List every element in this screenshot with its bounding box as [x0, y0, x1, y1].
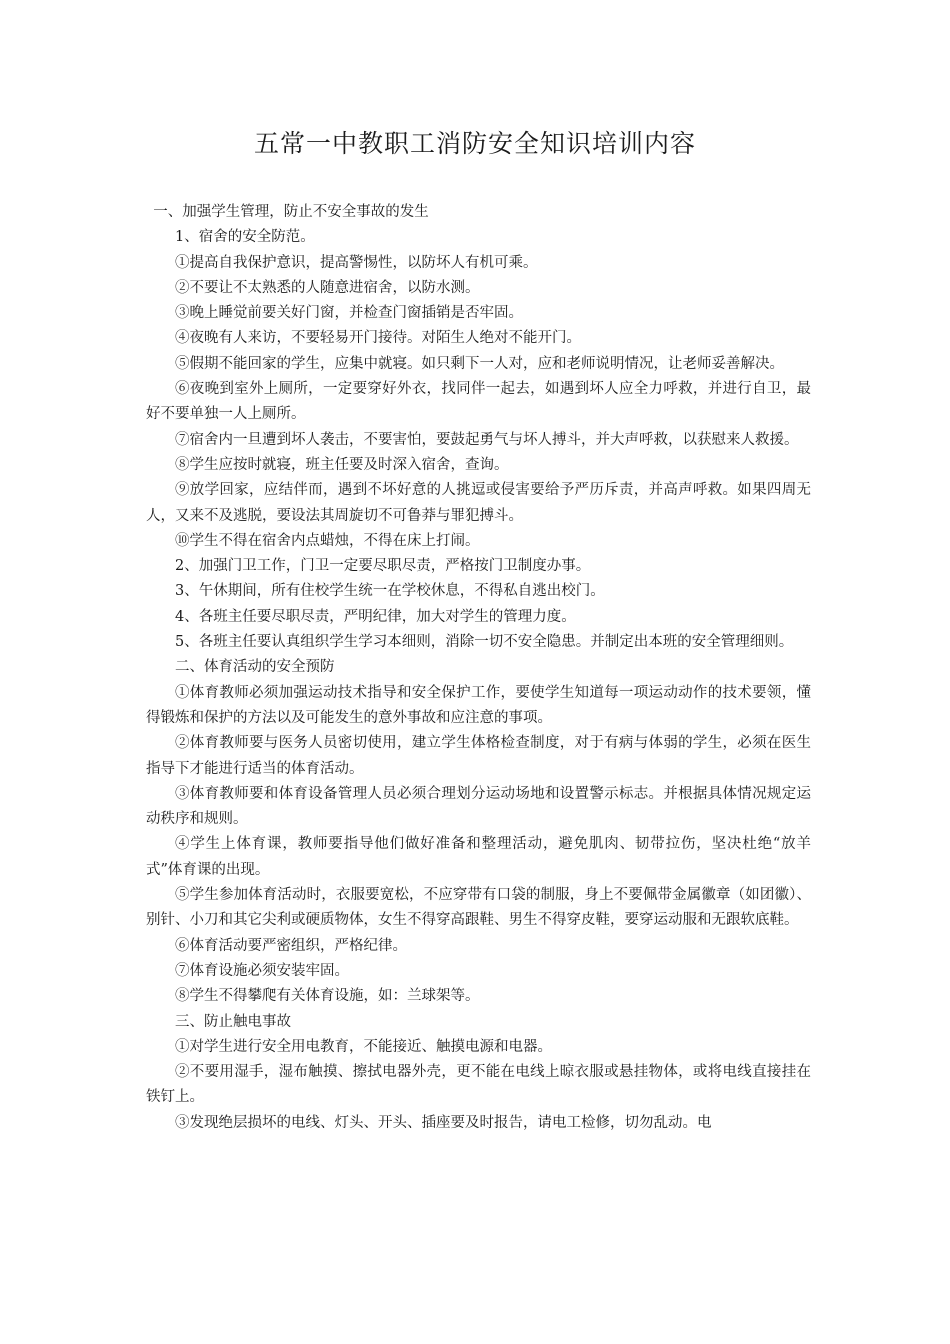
list-item: ⑦宿舍内一旦遭到坏人袭击，不要害怕，要鼓起勇气与坏人搏斗，并大声呼救，以获慰来人救援。: [175, 431, 799, 448]
list-item: ⑧学生应按时就寝，班主任要及时深入宿舍，查询。: [175, 456, 509, 473]
list-item: ⑤学生参加体育活动时，衣服要宽松，不应穿带有口袋的制服，身上不要佩带金属徽章（如团徽）、别针、小刀和其它尖利或硬质物体，女生不得穿高跟鞋、男生不得穿皮鞋，要穿运动服和无跟软底鞋。: [146, 887, 811, 929]
document-title: 五常一中教职工消防安全知识培训内容: [253, 129, 696, 158]
section-heading-2: 二、体育活动的安全预防: [175, 659, 335, 676]
list-item: ③发现绝层损坏的电线、灯头、开头、插座要及时报告，请电工检修，切勿乱动。电: [175, 1114, 712, 1131]
subsection-heading: 1、宿舍的安全防范。: [175, 229, 315, 246]
subsection-heading: 3、午休期间，所有住校学生统一在学校休息，不得私自逃出校门。: [175, 583, 605, 600]
list-item: ②不要用湿手，湿布触摸、擦拭电器外壳，更不能在电线上晾衣服或悬挂物体，或将电线直接挂在铁钉上。: [146, 1064, 811, 1106]
list-item: ⑧学生不得攀爬有关体育设施，如：兰球架等。: [175, 988, 480, 1005]
list-item: ④学生上体育课，教师要指导他们做好准备和整理活动，避免肌肉、韧带拉伤，坚决杜绝“放羊式”体育课的出现。: [146, 836, 811, 878]
list-item: ①体育教师必须加强运动技术指导和安全保护工作，要使学生知道每一项运动动作的技术要领，懂得锻炼和保护的方法以及可能发生的意外事故和应注意的事项。: [146, 684, 811, 726]
list-item: ⑩学生不得在宿舍内点蜡烛，不得在床上打闹。: [175, 532, 480, 549]
list-item: ③晚上睡觉前要关好门窗，并检查门窗插销是否牢固。: [175, 305, 523, 322]
list-item: ②体育教师要与医务人员密切使用，建立学生体格检查制度，对于有病与体弱的学生，必须在医生指导下才能进行适当的体育活动。: [146, 735, 811, 777]
list-item: ⑥体育活动要严密组织，严格纪律。: [175, 937, 407, 954]
subsection-heading: 4、各班主任要尽职尽责，严明纪律，加大对学生的管理力度。: [175, 608, 576, 625]
subsection-heading: 2、加强门卫工作，门卫一定要尽职尽责，严格按门卫制度办事。: [175, 558, 591, 575]
list-item: ②不要让不太熟悉的人随意进宿舍，以防水测。: [175, 279, 480, 296]
list-item: ⑨放学回家，应结伴而，遇到不坏好意的人挑逗或侵害要给予严历斥责，并高声呼救。如果四周无人，又来不及逃脱，要设法其周旋切不可鲁莽与罪犯搏斗。: [146, 482, 811, 524]
list-item: ③体育教师要和体育设备管理人员必须合理划分运动场地和设置警示标志。并根据具体情况规定运动秩序和规则。: [146, 785, 811, 828]
document-body: [146, 200, 811, 1136]
section-heading-3: 三、防止触电事故: [175, 1013, 291, 1030]
list-item: ⑦体育设施必须安装牢固。: [175, 962, 349, 979]
section-heading-1: 一、加强学生管理，防止不安全事故的发生: [153, 204, 429, 220]
subsection-heading: 5、各班主任要认真组织学生学习本细则，消除一切不安全隐患。并制定出本班的安全管理细则。: [175, 634, 794, 651]
list-item: ⑥夜晚到室外上厕所，一定要穿好外衣，找同伴一起去，如遇到坏人应全力呼救，并进行自卫，最好不要单独一人上厕所。: [146, 381, 811, 423]
list-item: ①对学生进行安全用电教育，不能接近、触摸电源和电器。: [175, 1038, 552, 1055]
list-item: ⑤假期不能回家的学生，应集中就寝。如只剩下一人对，应和老师说明情况，让老师妥善解决。: [175, 355, 784, 372]
list-item: ④夜晚有人来访，不要轻易开门接待。对陌生人绝对不能开门。: [175, 330, 581, 347]
list-item: ①提高自我保护意识，提高警惕性，以防坏人有机可乘。: [175, 254, 538, 271]
